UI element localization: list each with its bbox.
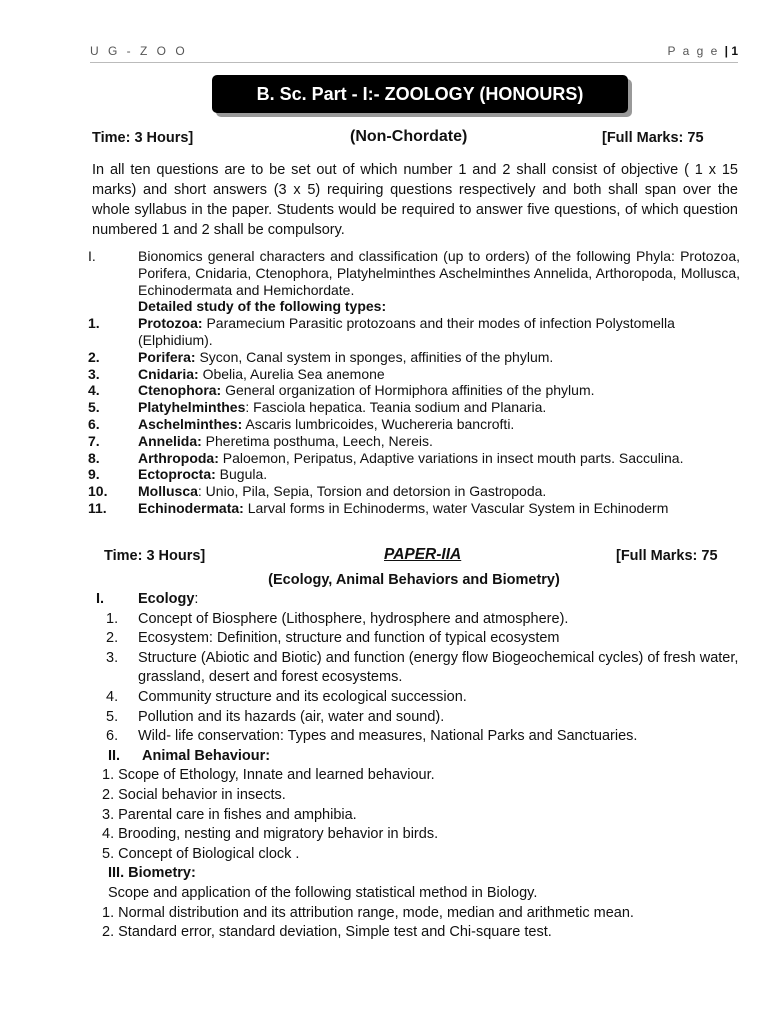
type-desc: Paloemon, Peripatus, Adaptive variations in insect mouth parts. Sacculina. (218, 449, 684, 466)
page-num: | 1 (724, 44, 738, 58)
type-num: 8. (88, 449, 100, 466)
type-item (88, 500, 740, 517)
page-number (667, 44, 738, 58)
page-label: P a g e (667, 44, 720, 58)
type-text (138, 433, 740, 450)
ecology-item (96, 688, 740, 708)
type-num: 11. (88, 499, 107, 516)
biometry-item: 1. Normal distribution and its attribution range, mode, median and arithmetic mean. (102, 904, 634, 921)
type-item (88, 399, 740, 416)
behaviour-heading (96, 747, 740, 767)
type-item (88, 433, 740, 450)
ecology-item-num: 6. (106, 728, 119, 745)
paper2-name: PAPER-IIA (384, 546, 462, 563)
type-num: 4. (88, 382, 100, 399)
type-text (138, 466, 740, 483)
detailed-heading: Detailed study of the following types: (138, 298, 387, 315)
ecology-item-text: Structure (Abiotic and Biotic) and function (energy flow Biogeochemical cycles) of fresh water, grassland, desert and forest ecosystems. (138, 649, 739, 686)
type-name: Ectoprocta: (138, 466, 216, 483)
page-title: B. Sc. Part - I:- ZOOLOGY (HONOURS) (212, 75, 628, 113)
header-rule (90, 62, 738, 63)
ecology-item-text: Wild- life conservation: Types and measures, National Parks and Sanctuaries. (138, 728, 638, 745)
ecology-item-text: Pollution and its hazards (air, water and sound). (138, 708, 445, 725)
type-num: 2. (88, 348, 100, 365)
type-num: 5. (88, 399, 100, 416)
ecology-item (96, 708, 740, 728)
behaviour-item: 5. Concept of Biological clock . (102, 845, 300, 862)
behaviour-item: 1. Scope of Ethology, Innate and learned behaviour. (102, 767, 435, 784)
type-text (138, 349, 740, 366)
paper2-marks: [Full Marks: 75 (616, 548, 718, 564)
type-name: Ctenophora: (138, 382, 222, 399)
type-name: Porifera: (138, 348, 196, 365)
type-text (138, 416, 740, 433)
ecology-colon: : (194, 591, 199, 607)
ecology-item (96, 610, 740, 630)
type-desc: Paramecium Parasitic protozoans and their modes of infection Polystomella (Elphidium). (138, 315, 675, 348)
type-desc: General organization of Hormiphora affinities of the phylum. (221, 382, 595, 399)
ecology-item-num: 5. (106, 708, 119, 725)
behaviour-num: II. (108, 747, 121, 764)
ecology-item (96, 727, 740, 747)
biometry-intro: Scope and application of the following statistical method in Biology. (108, 884, 538, 901)
paper2-subtitle: (Ecology, Animal Behaviors and Biometry) (268, 572, 560, 588)
paper2-syllabus (96, 590, 740, 943)
type-name: Platyhelminthes (138, 399, 246, 416)
type-desc: Sycon, Canal system in sponges, affinities of the phylum. (195, 348, 554, 365)
type-num: 3. (88, 365, 100, 382)
paper2-time: Time: 3 Hours] (104, 548, 206, 564)
ecology-item-num: 3. (106, 649, 119, 666)
type-name: Protozoa: (138, 315, 203, 332)
section-i-num: I. (88, 248, 96, 264)
ecology-item-text: Ecosystem: Definition, structure and function of typical ecosystem (138, 630, 560, 647)
type-text (138, 450, 740, 467)
type-desc: Larval forms in Echinoderms, water Vascular System in Echinoderm (243, 499, 669, 516)
type-item (88, 349, 740, 366)
type-num: 6. (88, 415, 100, 432)
type-text (138, 315, 740, 349)
instructions-paragraph: In all ten questions are to be set out of which number 1 and 2 shall consist of objective ( 1 x 15 marks) and short answers (3 x 5) requiring questions respectively and both shall span over the whole syllabus in the paper. Students would be required to answer five questions, of which question numbered 1 and 2 shall be compulsory. (92, 162, 738, 238)
type-desc: : Unio, Pila, Sepia, Torsion and detorsion in Gastropoda. (197, 483, 547, 500)
type-desc: Ascaris lumbricoides, Wuchereria bancrofti. (242, 415, 515, 432)
type-name: Aschelminthes: (138, 415, 243, 432)
type-text (138, 366, 740, 383)
biometry-item: 2. Standard error, standard deviation, Simple test and Chi-square test. (102, 924, 552, 941)
type-text (138, 399, 740, 416)
detailed-heading-row (88, 298, 740, 315)
type-name: Mollusca (138, 483, 198, 500)
section-i-text: Bionomics general characters and classification (up to orders) of the following Phyla: Protozoa, Porifera, Cnidaria, Ctenophora, Platyhelminthes Aschelminthes Annelida, Arthoropoda, Mollusca, Echinodermata and Hemichordate. (138, 248, 740, 298)
type-num: 9. (88, 466, 100, 483)
type-num: 10. (88, 483, 108, 500)
type-desc: : Fasciola hepatica. Teania sodium and Planaria. (245, 399, 547, 416)
type-item (88, 382, 740, 399)
ecology-item-num: 1. (106, 610, 119, 627)
paper1-time: Time: 3 Hours] (92, 130, 194, 146)
type-item (88, 483, 740, 500)
ecology-item (96, 649, 740, 688)
type-name: Annelida: (138, 432, 202, 449)
ecology-heading (96, 590, 740, 610)
ecology-item-num: 2. (106, 630, 119, 647)
header-left-text: U G - Z O O (90, 44, 188, 58)
behaviour-item: 3. Parental care in fishes and amphibia. (102, 806, 357, 823)
type-item (88, 315, 740, 349)
type-text (138, 483, 740, 500)
ecology-item-num: 4. (106, 688, 119, 705)
type-num: 7. (88, 432, 100, 449)
paper1-name: (Non-Chordate) (350, 128, 468, 145)
type-num: 1. (88, 315, 100, 332)
type-name: Cnidaria: (138, 365, 199, 382)
type-name: Arthropoda: (138, 449, 219, 466)
paper1-heading-row (92, 130, 712, 152)
type-item (88, 366, 740, 383)
type-item (88, 466, 740, 483)
ecology-num: I. (96, 591, 105, 607)
ecology-item (96, 629, 740, 649)
section-i (88, 248, 740, 298)
type-item (88, 450, 740, 467)
type-desc: Pheretima posthuma, Leech, Nereis. (201, 432, 433, 449)
type-name: Echinodermata: (138, 499, 244, 516)
page-header (90, 44, 738, 62)
behaviour-title: Animal Behaviour: (142, 747, 271, 764)
ecology-item-text: Concept of Biosphere (Lithosphere, hydrosphere and atmosphere). (138, 610, 569, 627)
behaviour-item: 4. Brooding, nesting and migratory behavior in birds. (102, 826, 439, 843)
type-text (138, 382, 740, 399)
biometry-heading: III. Biometry: (108, 865, 196, 882)
type-desc: Bugula. (215, 466, 268, 483)
paper1-marks: [Full Marks: 75 (602, 130, 704, 146)
type-text (138, 500, 740, 517)
ecology-item-text: Community structure and its ecological succession. (138, 688, 467, 705)
behaviour-item: 2. Social behavior in insects. (102, 786, 286, 803)
type-desc: Obelia, Aurelia Sea anemone (198, 365, 385, 382)
ecology-title: Ecology (138, 591, 195, 607)
paper1-syllabus (88, 248, 740, 517)
type-item (88, 416, 740, 433)
